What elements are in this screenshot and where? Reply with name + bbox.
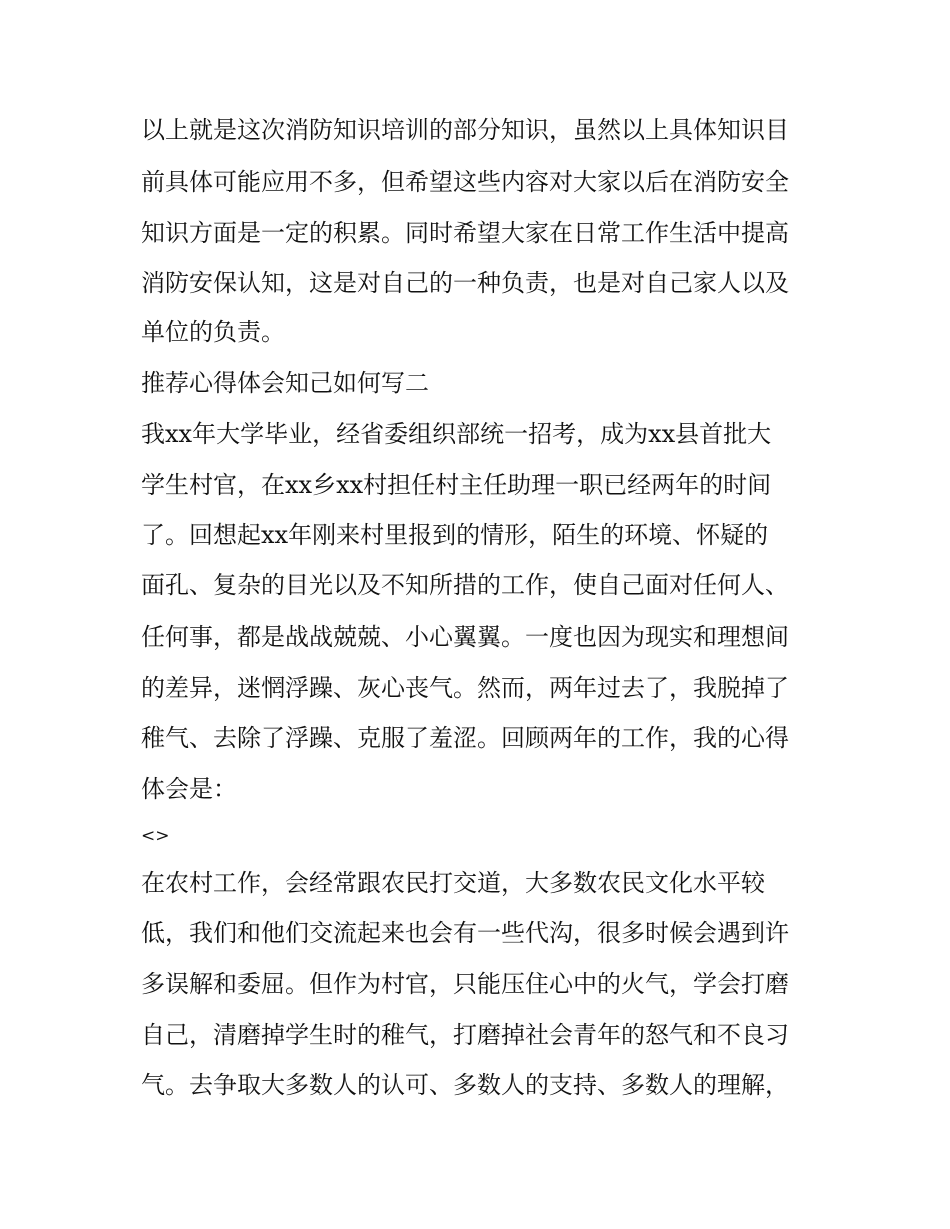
paragraph-line: 稚气、去除了浮躁、克服了羞涩。回顾两年的工作，我的心得 [141,724,789,752]
paragraph-line: 我xx年大学毕业，经省委组织部统一招考，成为xx县首批大 [141,420,772,448]
paragraph-line: 以上就是这次消防知识培训的部分知识，虽然以上具体知识目 [141,116,789,144]
paragraph-line: 消防安保认知，这是对自己的一种负责，也是对自己家人以及 [141,269,789,297]
paragraph-line: 任何事，都是战战兢兢、小心翼翼。一度也因为现实和理想间 [141,623,789,651]
placeholder-marker: <> [141,826,170,846]
paragraph-line: 面孔、复杂的目光以及不知所措的工作，使自己面对任何人、 [141,571,789,599]
paragraph-line: 单位的负责。 [141,318,285,346]
paragraph-line: 了。回想起xx年刚来村里报到的情形，陌生的环境、怀疑的 [141,521,769,549]
paragraph-line: 学生村官，在xx乡xx村担任村主任助理一职已经两年的时间 [141,471,772,499]
paragraph-line: 体会是： [141,775,237,803]
paragraph-line: 自己，清磨掉学生时的稚气，打磨掉社会青年的怒气和不良习 [141,1021,789,1049]
paragraph-line: 气。去争取大多数人的认可、多数人的支持、多数人的理解， [141,1071,789,1099]
paragraph-line: 多误解和委屈。但作为村官，只能压住心中的火气，学会打磨 [141,970,789,998]
paragraph-line: 知识方面是一定的积累。同时希望大家在日常工作生活中提高 [141,219,789,247]
section-heading: 推荐心得体会知己如何写二 [141,369,429,397]
paragraph-line: 在农村工作，会经常跟农民打交道，大多数农民文化水平较 [141,869,765,897]
paragraph-line: 低，我们和他们交流起来也会有一些代沟，很多时候会遇到许 [141,919,789,947]
paragraph-line: 的差异，迷惘浮躁、灰心丧气。然而，两年过去了，我脱掉了 [141,674,789,702]
paragraph-line: 前具体可能应用不多，但希望这些内容对大家以后在消防安全 [141,168,789,196]
